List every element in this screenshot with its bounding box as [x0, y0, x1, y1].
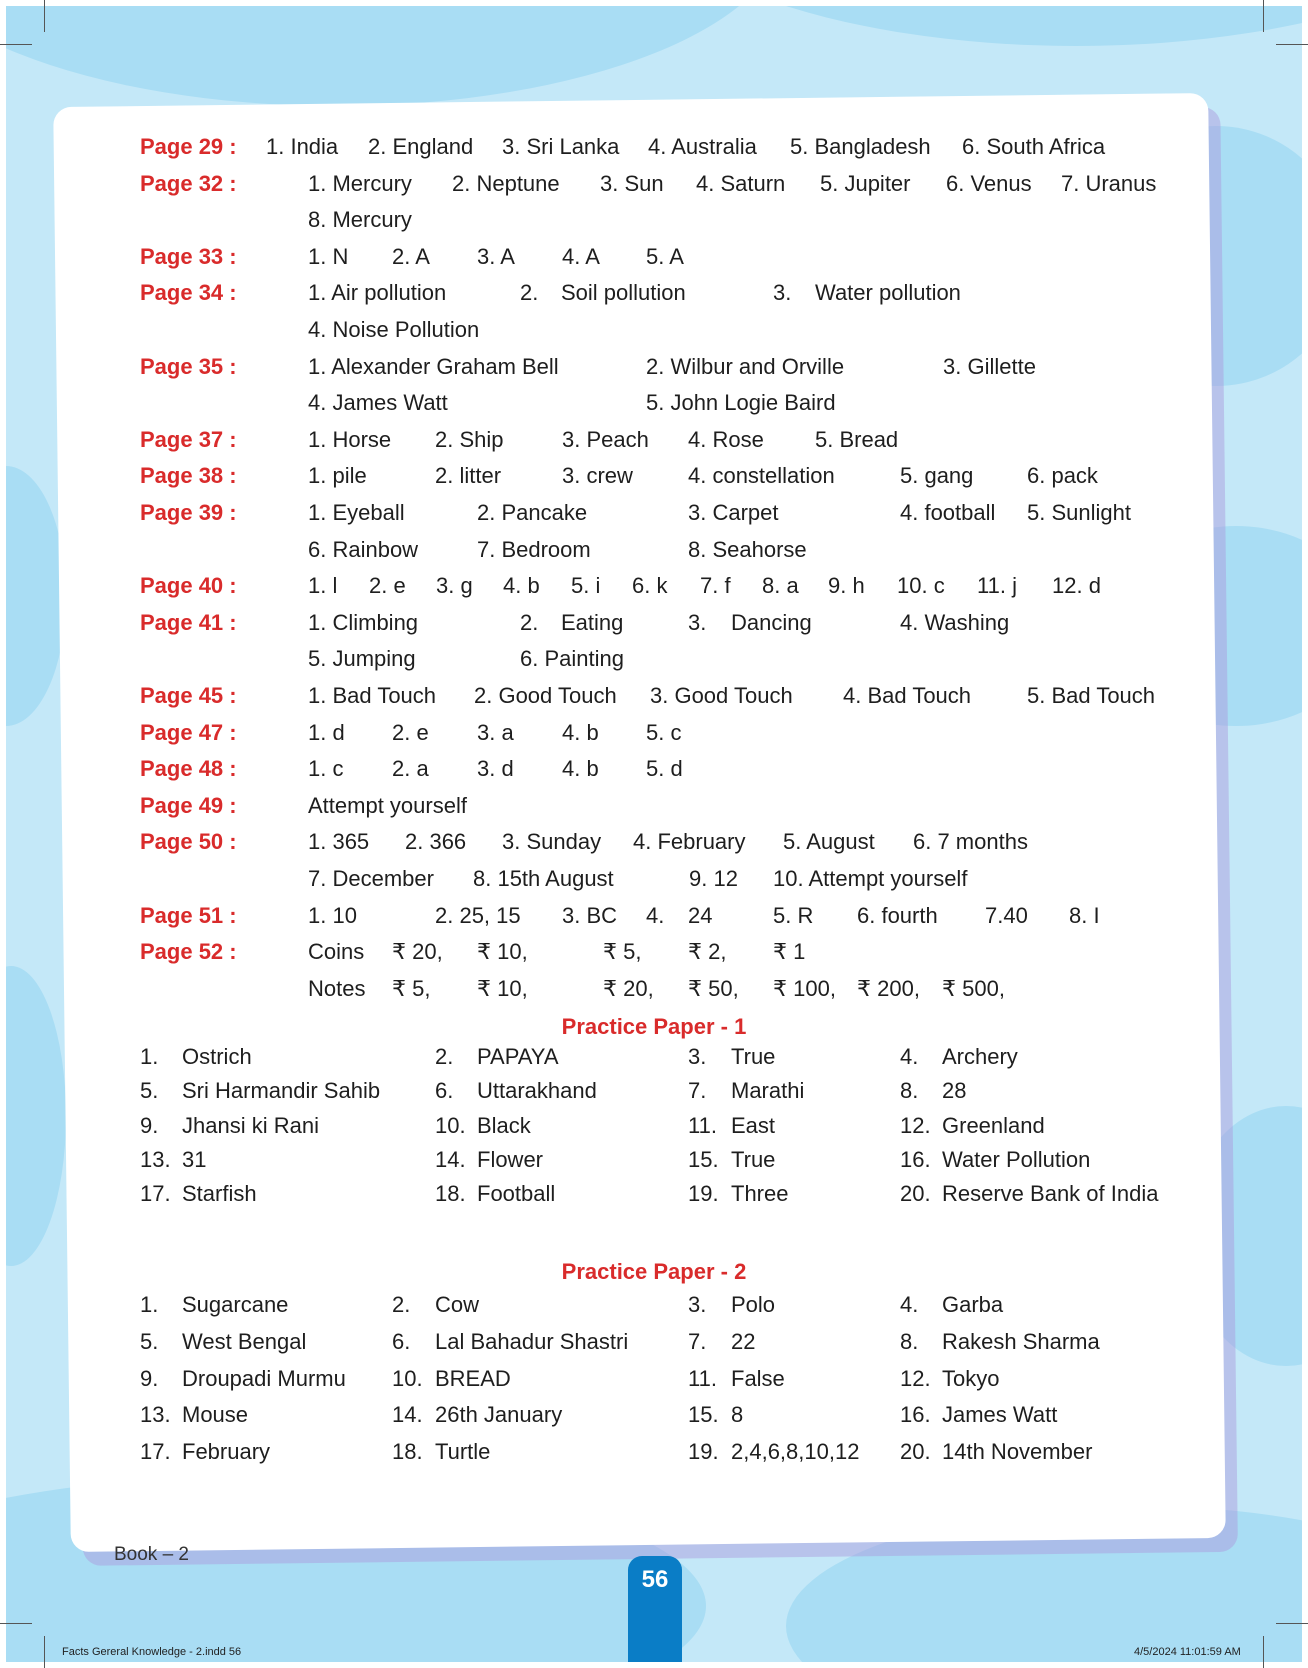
- question-answer: Garba: [942, 1292, 1004, 1317]
- question-answer: True: [731, 1146, 776, 1172]
- answer-item: 4. February: [633, 829, 746, 855]
- answer-item: 1. 10: [308, 902, 357, 928]
- answer-item: 7.40: [985, 902, 1028, 928]
- answer-item: 8. a: [762, 573, 799, 599]
- page-label: Page 51 :: [140, 902, 237, 928]
- answer-item: 5. John Logie Baird: [646, 390, 836, 416]
- answer-item: 4. A: [562, 243, 600, 269]
- answer-item: 9. 12: [689, 866, 738, 891]
- answer-item: 3. Good Touch: [650, 683, 793, 708]
- answer-item: Eating: [561, 609, 624, 635]
- answer-item: 6. Painting: [520, 646, 624, 672]
- question-answer: February: [182, 1439, 271, 1465]
- answer-item: 5. Bread: [815, 426, 899, 452]
- page-label: Page 41 :: [140, 609, 237, 635]
- answer-item: 5. Jupiter: [820, 170, 911, 196]
- answer-item: 1. l: [308, 573, 338, 599]
- answer-item: 2. Neptune: [452, 170, 560, 196]
- answer-item: 6. pack: [1027, 463, 1098, 489]
- question-answer: 8: [731, 1402, 744, 1428]
- answer-item: 24: [688, 902, 713, 928]
- question-answer: Starfish: [182, 1181, 257, 1207]
- question-answer: Flower: [477, 1146, 544, 1172]
- answer-item: 3. crew: [562, 463, 633, 489]
- page-label: Page 34 :: [140, 280, 237, 306]
- answer-item: 8. 15th August: [473, 866, 614, 891]
- answer-item: ₹ 50,: [688, 975, 739, 1001]
- answer-item: 5. Bangladesh: [790, 134, 931, 159]
- question-answer: Sri Harmandir Sahib: [182, 1078, 381, 1104]
- answer-item: 1. Eyeball: [308, 500, 405, 525]
- answer-item: ₹ 20,: [392, 939, 443, 965]
- answer-item: 4. James Watt: [308, 390, 448, 416]
- answer-item: 3. A: [477, 243, 515, 269]
- answer-item: 4. Australia: [648, 134, 757, 159]
- question-answer: 31: [182, 1146, 207, 1172]
- answer-item: ₹ 1: [773, 939, 806, 965]
- question-number: 20.: [900, 1181, 931, 1207]
- question-number: 18.: [392, 1439, 423, 1465]
- question-answer: Mouse: [182, 1402, 249, 1428]
- question-answer: Cow: [435, 1292, 480, 1317]
- answer-item: 11. j: [977, 573, 1017, 599]
- page-label: Page 40 :: [140, 573, 237, 599]
- question-answer: West Bengal: [182, 1328, 307, 1354]
- question-answer: 2,4,6,8,10,12: [731, 1439, 860, 1465]
- question-answer: Football: [477, 1181, 556, 1207]
- answer-item: 6. Venus: [946, 170, 1032, 196]
- answer-item: ₹ 20,: [603, 975, 654, 1001]
- answer-item: 1. N: [308, 243, 349, 269]
- question-answer: Sugarcane: [182, 1292, 289, 1317]
- question-answer: Reserve Bank of India: [942, 1181, 1159, 1207]
- question-number: 4.: [900, 1044, 919, 1069]
- page-label: Page 33 :: [140, 243, 237, 269]
- answer-item: 4.: [646, 902, 665, 928]
- question-answer: 14th November: [942, 1439, 1093, 1465]
- answer-item: Coins: [308, 939, 365, 965]
- question-answer: Lal Bahadur Shastri: [435, 1328, 629, 1354]
- answer-item: 1. 365: [308, 829, 370, 855]
- answer-item: 3. d: [477, 756, 514, 782]
- answer-item: 1. pile: [308, 463, 367, 489]
- page-label: Page 50 :: [140, 829, 237, 855]
- question-answer: Rakesh Sharma: [942, 1328, 1100, 1354]
- answer-item: 4. b: [503, 573, 540, 599]
- print-date: 4/5/2024 11:01:59 AM: [1134, 1646, 1241, 1658]
- question-answer: Marathi: [731, 1078, 805, 1104]
- page-label: Page 37 :: [140, 426, 237, 452]
- answer-item: 8. I: [1069, 902, 1100, 928]
- answer-item: 4. b: [562, 719, 599, 745]
- answer-item: Notes: [308, 975, 366, 1001]
- question-answer: Turtle: [435, 1439, 491, 1465]
- answer-item: 7. December: [308, 866, 434, 891]
- answer-item: 1. Horse: [308, 426, 392, 452]
- answer-item: 4. Saturn: [696, 170, 786, 196]
- answer-item: 4. constellation: [688, 463, 835, 489]
- answer-item: ₹ 500,: [942, 975, 1005, 1001]
- answer-item: 1. Climbing: [308, 609, 419, 635]
- question-number: 5.: [140, 1328, 159, 1354]
- question-number: 19.: [688, 1439, 719, 1465]
- answer-item: 3. Sri Lanka: [502, 134, 620, 159]
- question-number: 10.: [435, 1112, 466, 1138]
- answer-item: Attempt yourself: [308, 792, 467, 818]
- answer-item: 2. a: [392, 756, 429, 782]
- answer-item: 7. Bedroom: [477, 536, 591, 562]
- practice-paper-title-1: Practice Paper - 1: [561, 1014, 747, 1039]
- answer-item: 4. Rose: [688, 426, 764, 452]
- question-number: 7.: [688, 1078, 707, 1104]
- answer-item: 4. Washing: [900, 609, 1010, 635]
- page-label: Page 52 :: [140, 939, 237, 965]
- page-label: Page 39 :: [140, 500, 237, 525]
- answer-item: 5. August: [783, 829, 875, 855]
- page-number: 56: [641, 1566, 669, 1593]
- question-number: 15.: [688, 1146, 719, 1172]
- question-number: 7.: [688, 1328, 707, 1354]
- question-number: 18.: [435, 1181, 466, 1207]
- question-answer: False: [731, 1365, 785, 1391]
- question-number: 17.: [140, 1181, 171, 1207]
- question-number: 10.: [392, 1365, 423, 1391]
- question-number: 17.: [140, 1439, 171, 1465]
- answer-item: 8. Seahorse: [688, 536, 807, 562]
- question-answer: Water Pollution: [942, 1146, 1091, 1172]
- question-answer: Uttarakhand: [477, 1078, 597, 1104]
- answer-item: 2. Ship: [435, 426, 504, 452]
- answer-item: 1. Air pollution: [308, 280, 447, 306]
- question-number: 11.: [688, 1112, 717, 1138]
- answer-item: 6. fourth: [857, 902, 938, 928]
- question-answer: Jhansi ki Rani: [182, 1112, 319, 1138]
- answer-item: ₹ 200,: [857, 975, 920, 1001]
- question-answer: Tokyo: [942, 1365, 1000, 1391]
- answer-item: 2. 366: [405, 829, 467, 855]
- page-label: Page 29 :: [140, 134, 237, 159]
- question-number: 3.: [688, 1292, 707, 1317]
- answer-item: 2.: [520, 609, 539, 635]
- question-number: 1.: [140, 1292, 159, 1317]
- page-label: Page 45 :: [140, 683, 237, 708]
- question-answer: Ostrich: [182, 1044, 252, 1069]
- answer-item: 3. Gillette: [943, 353, 1036, 379]
- answer-item: 12. d: [1052, 573, 1101, 599]
- answer-item: 10. c: [897, 573, 945, 599]
- answer-item: 6. South Africa: [962, 134, 1106, 159]
- question-number: 5.: [140, 1078, 159, 1104]
- question-number: 8.: [900, 1328, 919, 1354]
- page-label: Page 47 :: [140, 719, 237, 745]
- question-answer: 22: [731, 1328, 756, 1354]
- answer-item: 6. Rainbow: [308, 536, 419, 562]
- question-number: 13.: [140, 1402, 171, 1428]
- question-number: 8.: [900, 1078, 919, 1104]
- answer-item: 1. d: [308, 719, 345, 745]
- answer-item: 2. England: [368, 134, 474, 159]
- answer-item: 4. Noise Pollution: [308, 317, 480, 342]
- answer-item: 2. Good Touch: [474, 683, 617, 708]
- practice-paper-title-2: Practice Paper - 2: [561, 1259, 747, 1284]
- answer-item: 4. football: [900, 500, 996, 525]
- answer-item: ₹ 2,: [688, 939, 727, 965]
- answer-item: 3. Carpet: [688, 500, 779, 525]
- question-number: 6.: [435, 1078, 454, 1104]
- question-number: 15.: [688, 1402, 719, 1428]
- answer-item: 5. Sunlight: [1027, 500, 1131, 525]
- question-number: 9.: [140, 1112, 159, 1138]
- question-number: 14.: [435, 1146, 466, 1172]
- answer-item: 5. d: [646, 756, 683, 782]
- question-answer: BREAD: [435, 1365, 511, 1391]
- answer-item: ₹ 5,: [603, 939, 642, 965]
- answer-item: 6. k: [632, 573, 668, 599]
- answer-item: Dancing: [731, 609, 812, 635]
- answer-item: 5. A: [646, 243, 684, 269]
- answer-item: ₹ 10,: [477, 975, 528, 1001]
- answer-item: ₹ 100,: [773, 975, 836, 1001]
- answer-item: Soil pollution: [561, 280, 686, 306]
- question-number: 1.: [140, 1044, 159, 1069]
- answer-item: ₹ 5,: [392, 975, 431, 1001]
- question-number: 13.: [140, 1146, 171, 1172]
- page-label: Page 35 :: [140, 353, 237, 379]
- page-label: Page 32 :: [140, 170, 237, 196]
- question-answer: Droupadi Murmu: [182, 1365, 346, 1391]
- answer-item: 3. a: [477, 719, 514, 745]
- question-answer: Three: [731, 1181, 789, 1207]
- answer-item: 3. g: [436, 573, 473, 599]
- answer-item: Water pollution: [815, 280, 961, 306]
- question-answer: Polo: [731, 1292, 776, 1317]
- answer-item: 1. India: [266, 134, 339, 159]
- question-number: 2.: [435, 1044, 454, 1069]
- question-answer: East: [731, 1112, 776, 1138]
- answer-item: 2. e: [369, 573, 406, 599]
- page-label: Page 48 :: [140, 756, 237, 782]
- answer-item: 3. Peach: [562, 426, 649, 452]
- question-number: 2.: [392, 1292, 411, 1317]
- question-number: 16.: [900, 1146, 931, 1172]
- answer-item: 3.: [773, 280, 792, 306]
- answer-item: 2. e: [392, 719, 429, 745]
- question-number: 12.: [900, 1112, 931, 1138]
- file-slug: Facts Gereral Knowledge - 2.indd 56: [62, 1646, 242, 1658]
- answer-item: 2.: [520, 280, 539, 306]
- answer-item: 5. c: [646, 719, 682, 745]
- answer-item: 5. Bad Touch: [1027, 683, 1156, 708]
- answer-item: 1. c: [308, 756, 344, 782]
- answer-item: 10. Attempt yourself: [773, 866, 968, 891]
- answer-item: 5. Jumping: [308, 646, 416, 672]
- page-label: Page 38 :: [140, 463, 237, 489]
- answer-item: 1. Mercury: [308, 170, 412, 196]
- answer-item: 2. A: [392, 243, 430, 269]
- answer-item: 2. Pancake: [477, 500, 588, 525]
- question-number: 3.: [688, 1044, 707, 1069]
- question-answer: True: [731, 1044, 776, 1069]
- answer-item: 4. Bad Touch: [843, 683, 972, 708]
- page-label: Page 49 :: [140, 792, 237, 818]
- question-answer: James Watt: [942, 1402, 1058, 1428]
- answer-item: 2. litter: [435, 463, 502, 489]
- answer-item: 1. Bad Touch: [308, 683, 437, 708]
- question-number: 9.: [140, 1365, 159, 1391]
- answer-item: 7. Uranus: [1061, 170, 1157, 196]
- question-number: 19.: [688, 1181, 719, 1207]
- answer-item: 4. b: [562, 756, 599, 782]
- question-number: 14.: [392, 1402, 423, 1428]
- answer-item: 2. 25, 15: [435, 902, 521, 928]
- question-number: 12.: [900, 1365, 931, 1391]
- answer-item: 3. Sun: [600, 170, 664, 196]
- answer-item: 2. Wilbur and Orville: [646, 353, 845, 379]
- answer-item: 7. f: [700, 573, 731, 599]
- question-answer: Archery: [942, 1044, 1018, 1069]
- question-answer: 28: [942, 1078, 967, 1104]
- question-number: 6.: [392, 1328, 411, 1354]
- question-number: 4.: [900, 1292, 919, 1317]
- question-number: 11.: [688, 1365, 717, 1391]
- answer-item: 3. Sunday: [502, 829, 602, 855]
- question-answer: PAPAYA: [477, 1044, 559, 1069]
- answer-item: 8. Mercury: [308, 207, 412, 233]
- question-number: 20.: [900, 1439, 931, 1465]
- answer-item: 6. 7 months: [913, 829, 1028, 855]
- answer-item: 9. h: [828, 573, 865, 599]
- answer-item: 3.: [688, 609, 707, 635]
- answer-item: 1. Alexander Graham Bell: [308, 353, 559, 379]
- answer-item: 5. i: [571, 573, 601, 599]
- answer-item: 3. BC: [562, 902, 618, 928]
- book-label: Book – 2: [114, 1544, 189, 1565]
- answer-item: 5. gang: [900, 463, 974, 489]
- question-number: 16.: [900, 1402, 931, 1428]
- answer-item: 5. R: [773, 902, 814, 928]
- answer-item: ₹ 10,: [477, 939, 528, 965]
- question-answer: Black: [477, 1112, 531, 1138]
- question-answer: Greenland: [942, 1112, 1045, 1138]
- question-answer: 26th January: [435, 1402, 563, 1428]
